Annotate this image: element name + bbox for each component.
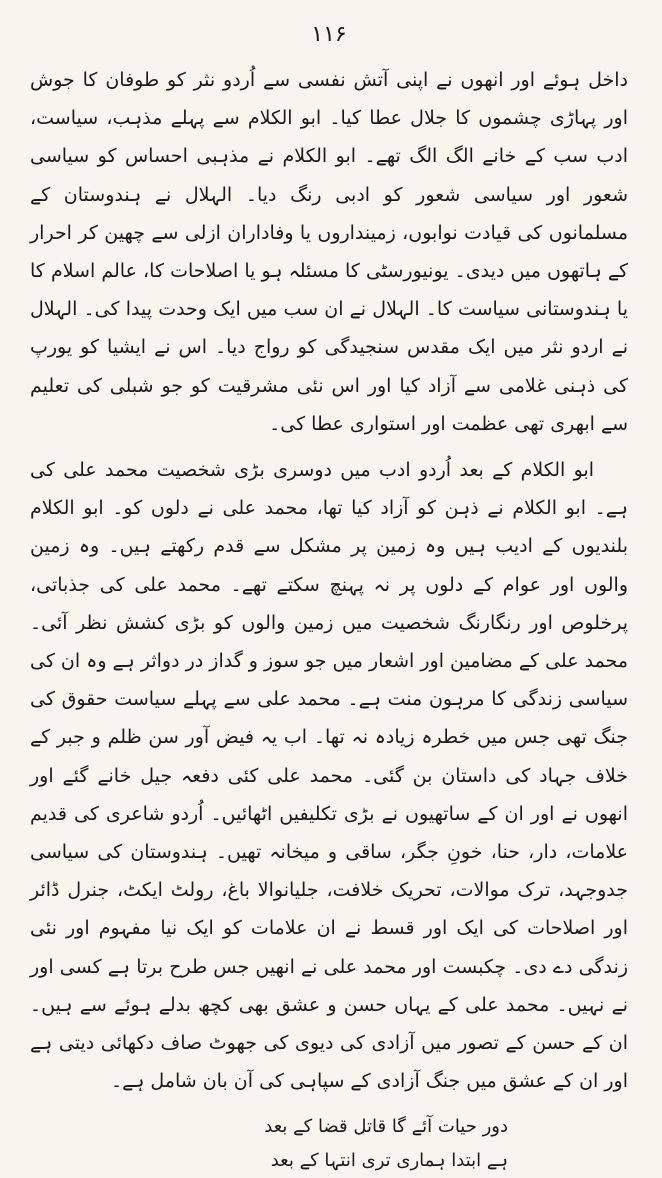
paragraph-abul-kalam: داخل ہوئے اور انھوں نے اپنی آتش نفسی سے اُردو نثر کو طوفان کا جوش اور پہاڑی چشموں کا جلال عطا کیا۔ ابو الکلام سے پہلے مذہب، سیاست، ادب سب کے خانے الگ الگ تھے۔ ابو الکلام نے مذہبی احساس کو سیاسی شعور اور سیاسی شعور کو ادبی رنگ دیا۔ الہلال نے ہندوستان کے مسلمانوں کی قیادت نوابوں، زمینداروں یا وفاداران ازلی سے چھین کر احرار کے ہاتھوں میں دیدی۔ یونیورسٹی کا مسئلہ ہو یا اصلاحات کا، عالم اسلام کا یا ہندوستانی سیاست کا۔ الہلال نے ان سب میں ایک وحدت پیدا کی۔ الہلال نے اردو نثر میں ایک مقدس سنجیدگی کو رواج دیا۔ اس نے ایشیا کو یورپ کی ذہنی غلامی سے آزاد کیا اور اس نئی مشرقیت کو جو شبلی کی تعلیم سے ابھری تھی عظمت اور استواری عطا کی۔ [30, 69, 628, 435]
page-number: ۱۱۶ [311, 22, 347, 47]
body-text [30, 61, 628, 1100]
verse-couplet [30, 1110, 628, 1178]
verse-line-2: ہے ابتدا ہماری تری انتہا کے بعد [270, 1150, 508, 1172]
paragraph-muhammad-ali: ابو الکلام کے بعد اُردو ادب میں دوسری بڑی شخصیت محمد علی کی ہے۔ ابو الکلام نے ذہن کو آزاد کیا تھا، محمد علی نے دلوں کو۔ ابو الکلام بلندیوں کے ادیب ہیں وہ زمین پر مشکل سے قدم رکھتے ہیں۔ وہ زمین والوں اور عوام کے دلوں پر نہ پہنچ سکتے تھے۔ محمد علی کی جذباتی، پرخلوص اور رنگارنگ شخصیت میں زمین والوں کو بڑی کشش نظر آئی۔ محمد علی کے مضامین اور اشعار میں جو سوز و گداز در دواثر ہے وہ ان کی سیاسی زندگی کا مرہون منت ہے۔ محمد علی سے پہلے سیاست حقوق کی جنگ تھی جس میں خطرہ زیادہ نہ تھا۔ اب یہ فیض آور سن ظلم و جبر کے خلاف جہاد کی داستان بن گئی۔ محمد علی کئی دفعہ جیل خانے گئے اور انھوں نے اور ان کے ساتھیوں نے بڑی تکلیفیں اٹھائیں۔ اُردو شاعری کی قدیم علامات، دار، حنا، خونِ جگر، ساقی و میخانہ تھیں۔ ہندوستان کی سیاسی جدوجہد، ترک موالات، تحریک خلافت، جلیانوالا باغ، رولٹ ایکٹ، جنرل ڈائر اور اصلاحات کی ایک اور قسط نے ان علامات کو ایک نیا مفہوم اور نئی زندگی دے دی۔ چکبست اور محمد علی نے انھیں جس طرح برتا ہے کسی اور نے نہیں۔ محمد علی کے یہاں حسن و عشق بھی کچھ بدلے ہوئے سے ہیں۔ ان کے حسن کے تصور میں آزادی کی دیوی کی جھوٹ صاف دکھائی دیتی ہے اور ان کے عشق میں جنگ آزادی کے سپاہی کی آن بان شامل ہے۔ [30, 459, 628, 1093]
verse-line-1: دور حیات آئے گا قاتل قضا کے بعد [264, 1116, 508, 1138]
